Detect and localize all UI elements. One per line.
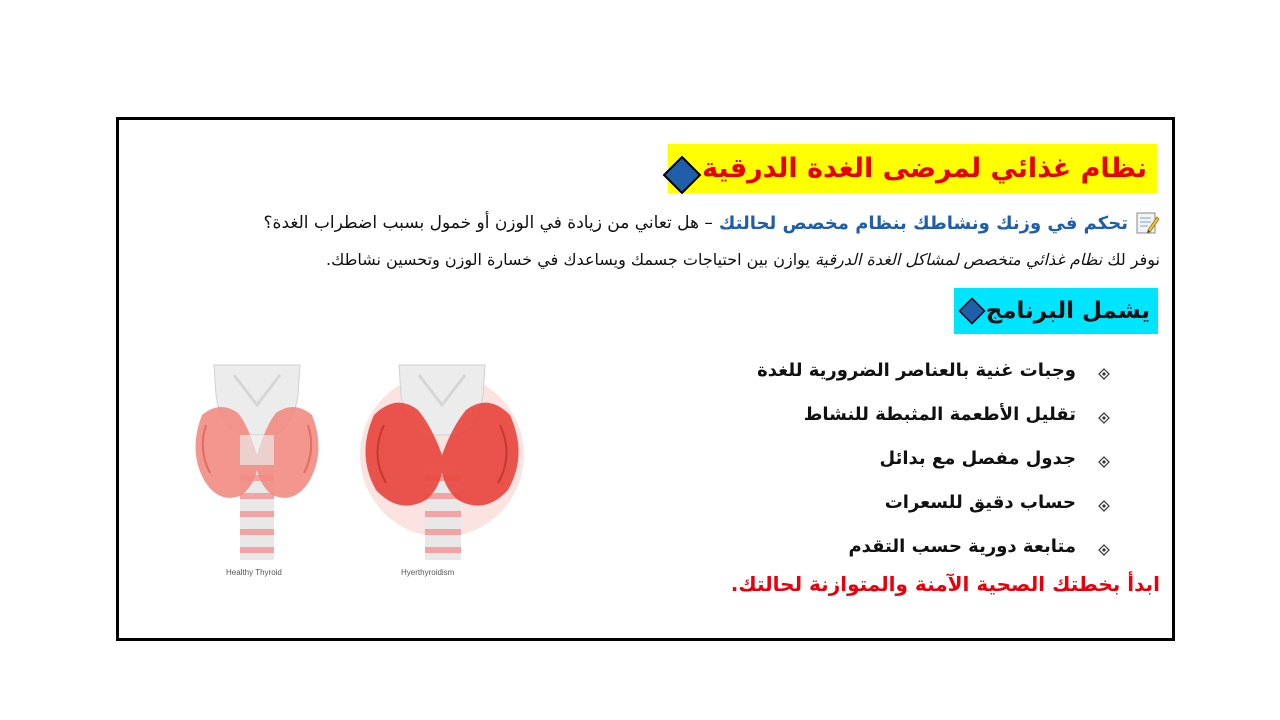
- list-item: [757, 524, 1110, 568]
- hyperthyroid-drawing: [360, 365, 524, 560]
- bullet-diamond-icon: [1098, 452, 1110, 464]
- program-list: [757, 348, 1110, 568]
- bullet-diamond-icon: [1098, 540, 1110, 552]
- thyroid-illustration: [194, 355, 529, 585]
- list-item: [757, 392, 1110, 436]
- intro-desc-emphasis: نظام غذائي متخصص لمشاكل الغدة الدرقية: [814, 250, 1103, 269]
- list-item: [757, 480, 1110, 524]
- slide-frame: [116, 117, 1175, 641]
- healthy-thyroid-drawing: [195, 365, 318, 560]
- diamond-icon: [958, 297, 986, 325]
- bullet-diamond-icon: [1098, 364, 1110, 376]
- list-item-text: تقليل الأطعمة المثبطة للنشاط: [803, 403, 1076, 425]
- label-hyperthyroidism: Hyerthyroidism: [401, 568, 455, 577]
- list-item: [757, 348, 1110, 392]
- bullet-diamond-icon: [1098, 496, 1110, 508]
- intro-question: – هل تعاني من زيادة في الوزن أو خمول بسبب اضطراب الغدة؟: [263, 213, 713, 233]
- list-item-text: متابعة دورية حسب التقدم: [848, 535, 1076, 557]
- title-banner: [668, 144, 1157, 193]
- call-to-action: ابدأ بخطتك الصحية الآمنة والمتوازنة لحالتك.: [730, 572, 1160, 596]
- list-item-text: وجبات غنية بالعناصر الضرورية للغدة: [757, 359, 1076, 381]
- label-healthy-thyroid: Healthy Thyroid: [226, 568, 282, 577]
- thyroid-comparison-image: [194, 355, 529, 585]
- bullet-diamond-icon: [1098, 408, 1110, 420]
- diamond-icon: [674, 155, 702, 183]
- intro-description: [326, 250, 1160, 269]
- intro-desc-end: يوازن بين احتياجات جسمك ويساعدك في خسارة الوزن وتحسين نشاطك.: [326, 250, 815, 269]
- list-item-text: حساب دقيق للسعرات: [884, 491, 1076, 513]
- intro-desc-start: نوفر لك: [1102, 250, 1160, 269]
- page-title: نظام غذائي لمرضى الغدة الدرقية: [702, 153, 1147, 184]
- intro-line: [264, 210, 1160, 236]
- list-item-text: جدول مفصل مع بدائل: [879, 447, 1076, 469]
- memo-icon: [1134, 210, 1160, 236]
- intro-highlight: تحكم في وزنك ونشاطك بنظام مخصص لحالتك: [718, 212, 1128, 234]
- list-item: [757, 436, 1110, 480]
- section-banner: [954, 288, 1158, 334]
- section-title: يشمل البرنامج: [985, 298, 1150, 324]
